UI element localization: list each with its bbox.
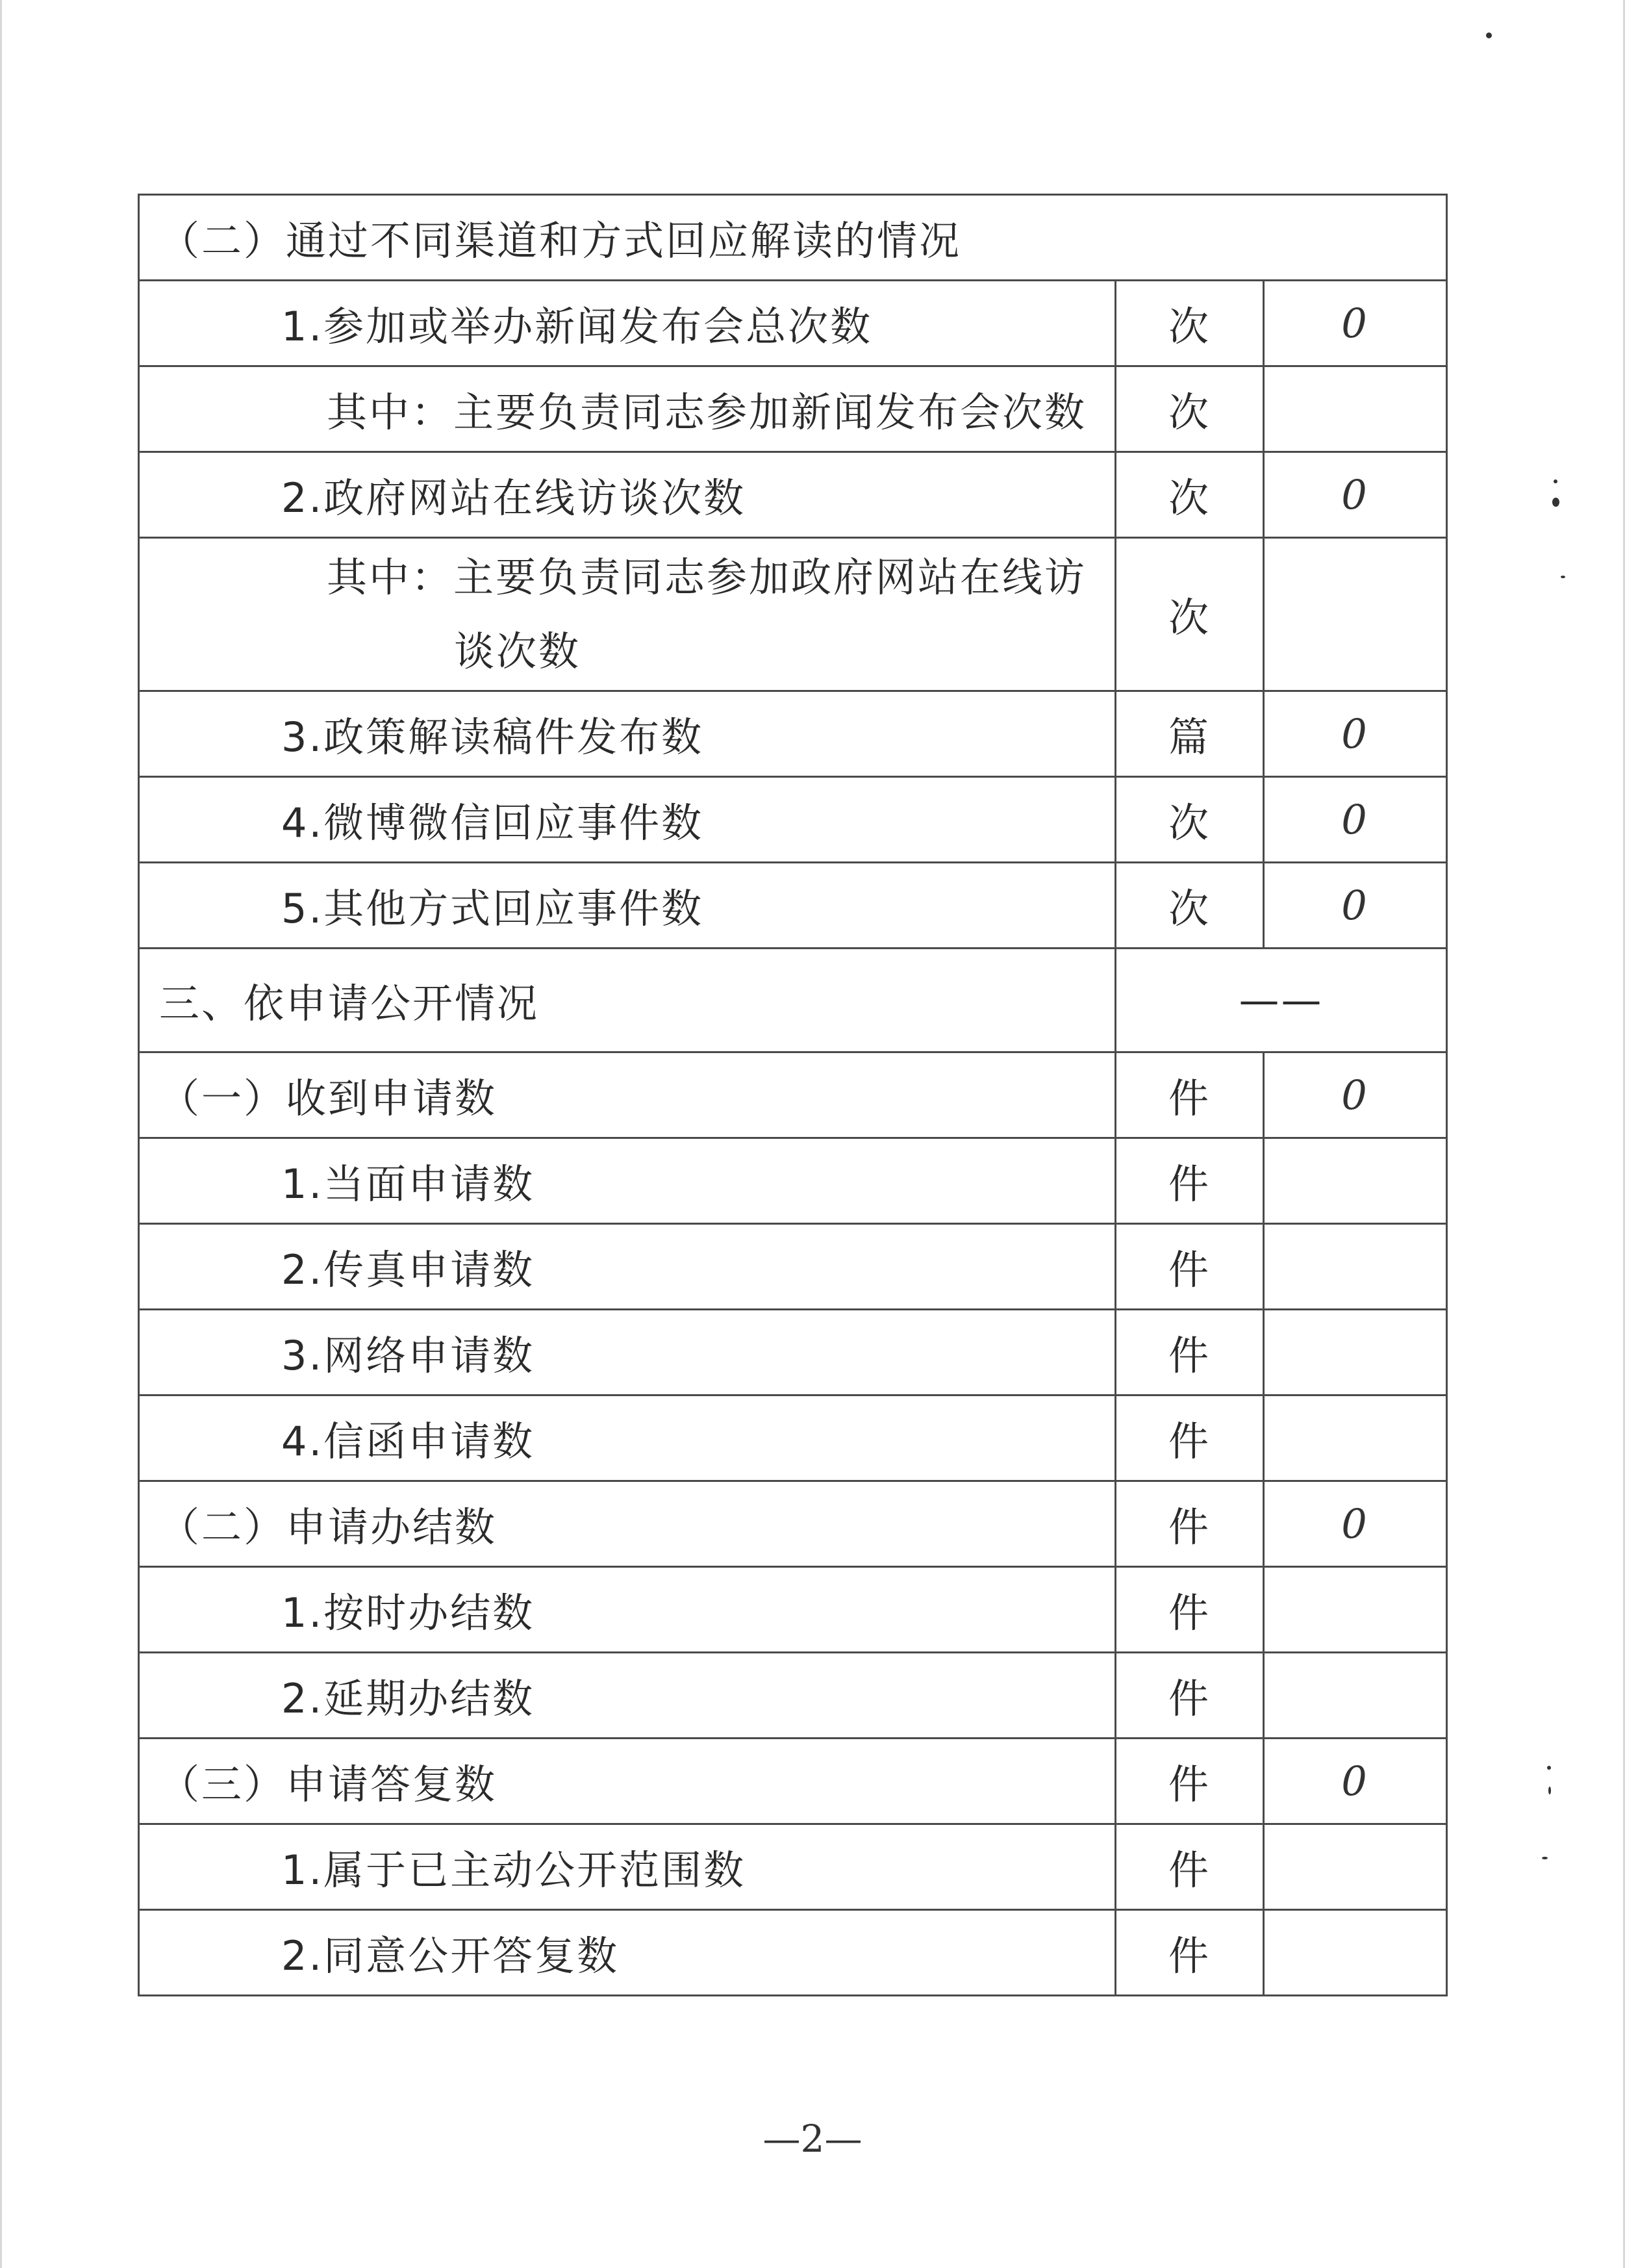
- row-value: [1264, 1395, 1447, 1481]
- row-unit: 次: [1116, 366, 1264, 452]
- row-unit: 件: [1116, 1910, 1264, 1996]
- row-value: 0: [1264, 777, 1447, 863]
- row-value: [1264, 1653, 1447, 1739]
- scan-speck: [1542, 1857, 1548, 1859]
- row-label: 1.当面申请数: [139, 1138, 1116, 1224]
- row-value: 0: [1264, 863, 1447, 949]
- row-unit: 篇: [1116, 691, 1264, 777]
- row-label: （二）申请办结数: [139, 1481, 1116, 1567]
- disclosure-statistics-table: [138, 194, 1448, 1996]
- row-label-line-1: 其中：主要负责同志参加政府网站在线访: [327, 553, 1087, 601]
- table-row: [139, 1052, 1447, 1138]
- scan-speck: [1561, 576, 1565, 578]
- table-row: [139, 1910, 1447, 1996]
- table-row-heading: [139, 949, 1447, 1052]
- row-value: [1264, 1310, 1447, 1395]
- row-label: 1.参加或举办新闻发布会总次数: [139, 281, 1116, 366]
- row-label: 2.延期办结数: [139, 1653, 1116, 1739]
- table-row: [139, 1653, 1447, 1739]
- table-row: [139, 1224, 1447, 1310]
- row-unit: 件: [1116, 1052, 1264, 1138]
- row-unit: 件: [1116, 1739, 1264, 1824]
- table-row: [139, 777, 1447, 863]
- row-label: [139, 538, 1116, 691]
- page-number: —2—: [762, 2117, 863, 2161]
- scan-speck: [1547, 1766, 1551, 1770]
- table-row: [139, 1739, 1447, 1824]
- table-row: [139, 1395, 1447, 1481]
- row-label: 其中：主要负责同志参加新闻发布会次数: [139, 366, 1116, 452]
- row-value: [1264, 1567, 1447, 1653]
- row-value: 0: [1264, 452, 1447, 538]
- row-value: [1264, 1910, 1447, 1996]
- table-row: [139, 281, 1447, 366]
- row-value: 0: [1264, 691, 1447, 777]
- row-label: 3.网络申请数: [139, 1310, 1116, 1395]
- row-unit: 件: [1116, 1567, 1264, 1653]
- table-row: [139, 863, 1447, 949]
- row-unit: 次: [1116, 452, 1264, 538]
- row-label: （一）收到申请数: [139, 1052, 1116, 1138]
- row-value: 0: [1264, 1481, 1447, 1567]
- table-row: [139, 691, 1447, 777]
- row-value: [1264, 1224, 1447, 1310]
- row-label: 5.其他方式回应事件数: [139, 863, 1116, 949]
- row-label: 3.政策解读稿件发布数: [139, 691, 1116, 777]
- scan-speck: [1552, 498, 1559, 507]
- table-row: [139, 1824, 1447, 1910]
- page-left-edge: [0, 0, 2, 2268]
- scan-speck: [1548, 1787, 1551, 1794]
- row-value: [1264, 366, 1447, 452]
- not-applicable-dash: ——: [1116, 949, 1447, 1052]
- row-value: 0: [1264, 281, 1447, 366]
- row-value: [1264, 538, 1447, 691]
- row-label: 2.政府网站在线访谈次数: [139, 452, 1116, 538]
- table-row: [139, 1310, 1447, 1395]
- row-value: [1264, 1824, 1447, 1910]
- row-label: 1.属于已主动公开范围数: [139, 1824, 1116, 1910]
- row-value: [1264, 1138, 1447, 1224]
- row-unit: 件: [1116, 1138, 1264, 1224]
- row-unit: 件: [1116, 1224, 1264, 1310]
- row-unit: 件: [1116, 1481, 1264, 1567]
- heading-label: 三、依申请公开情况: [139, 949, 1116, 1052]
- row-label: 2.传真申请数: [139, 1224, 1116, 1310]
- scan-speck: [1486, 32, 1492, 38]
- row-label-line-2: 谈次数: [454, 627, 581, 675]
- row-unit: 次: [1116, 538, 1264, 691]
- section-title: （二）通过不同渠道和方式回应解读的情况: [139, 195, 1447, 281]
- table-row: [139, 1481, 1447, 1567]
- table-row: [139, 366, 1447, 452]
- row-value: 0: [1264, 1739, 1447, 1824]
- row-unit: 件: [1116, 1653, 1264, 1739]
- table-row: [139, 452, 1447, 538]
- table-row-multiline: [139, 538, 1447, 691]
- row-label: 4.微博微信回应事件数: [139, 777, 1116, 863]
- table-row: [139, 1138, 1447, 1224]
- row-label: 1.按时办结数: [139, 1567, 1116, 1653]
- row-value: 0: [1264, 1052, 1447, 1138]
- row-label: 4.信函申请数: [139, 1395, 1116, 1481]
- row-unit: 次: [1116, 863, 1264, 949]
- row-label: （三）申请答复数: [139, 1739, 1116, 1824]
- row-unit: 件: [1116, 1824, 1264, 1910]
- row-unit: 次: [1116, 777, 1264, 863]
- row-unit: 次: [1116, 281, 1264, 366]
- scan-speck: [1554, 479, 1557, 483]
- row-label: 2.同意公开答复数: [139, 1910, 1116, 1996]
- table-row-section-header: [139, 195, 1447, 281]
- row-unit: 件: [1116, 1395, 1264, 1481]
- table-row: [139, 1567, 1447, 1653]
- row-unit: 件: [1116, 1310, 1264, 1395]
